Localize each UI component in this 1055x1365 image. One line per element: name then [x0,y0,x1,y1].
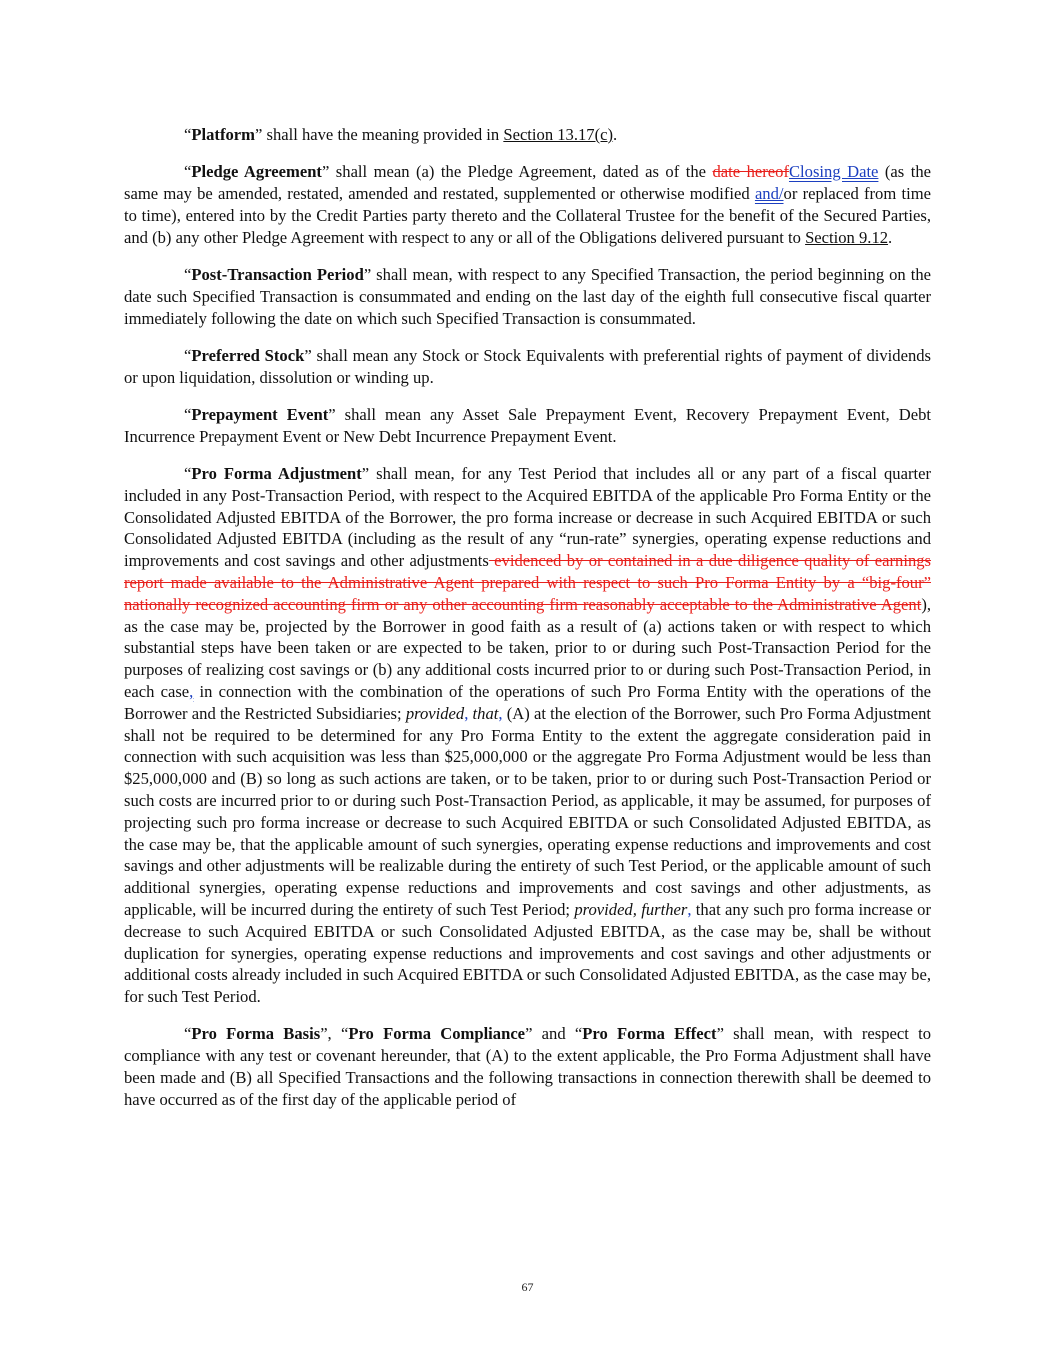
section-reference: Section 9.12 [805,227,889,247]
text-run: ), as the case may be, projected by the Borrower in good faith as a result of (a) actions taken or with respect to which substantial steps have been taken or are expected to be taken, prior to or during such Post-Transaction Period for the purposes of realizing cost savings or (b) any additional costs incurred prior to or during such Post-Transaction Period, in each case [124,594,931,702]
defined-term: Prepayment Event [191,404,329,424]
text-run: “ [184,125,192,144]
inserted-text: , [498,703,503,723]
deleted-text: date hereof [712,162,789,182]
text-run: ” shall mean, with respect to compliance with any test or covenant hereunder, that (A) to the extent applicable, the Pro Forma Adjustment shall have been made and (B) all Specified Transactions and the following transactions in connection therewith shall be deemed to have occurred as of the first day of the applicable period of [124,1024,931,1109]
text-run: that any such pro forma increase or decrease to such Acquired EBITDA or such Consolidated Adjusted EBITDA, as the case may be, shall be without duplication for synergies, operating expense reductions and improvements and cost savings and other adjustments or additional costs already included in such Acquired EBITDA or such Consolidated Adjusted EBITDA, as the case may be, for such Test Period. [124,900,931,1007]
text-run: “ [184,162,192,182]
section-reference: Section 13.17(c) [503,125,614,144]
defined-term: Pledge Agreement [191,162,322,182]
definition-post-transaction-period [124,264,931,329]
definition-pro-forma-adjustment [124,463,931,1008]
definition-prepayment-event [124,404,931,448]
deleted-text: evidenced by or contained in a due diligence quality of earnings report made available to the Administrative Agent prepared with respect to such Pro Forma Entity by a “big-four” nationally recognized accounting firm or any other accounting firm reasonably acceptable to the Administrative Agent [124,551,932,614]
inserted-text: and/ [754,184,784,204]
italic-text: that [472,703,499,723]
text-run: in connection with the combination of the operations of such Pro Forma Entity with the operations of the Borrower and the Restricted Subsidiaries; [124,682,931,723]
text-run: “ [184,345,192,365]
inserted-text: , [687,900,692,919]
definition-preferred-stock [124,345,931,389]
italic-text: provided [405,703,465,723]
defined-term: Pro Forma Adjustment [191,464,362,484]
text-run: ” shall mean any Asset Sale Prepayment Event, Recovery Prepayment Event, Debt Incurrence Prepayment Event or New Debt Incurrence Prepayment Event. [124,404,931,446]
defined-term: Post-Transaction Period [191,264,364,284]
italic-text: provided, further [574,900,688,919]
defined-term: Pro Forma Compliance [348,1024,526,1044]
text-run: ” shall have the meaning provided in [254,125,504,144]
text-run: (as the same may be amended, restated, amended and restated, supplemented or otherwise modified [124,162,931,204]
defined-term: Pro Forma Effect [582,1024,717,1044]
defined-term: Preferred Stock [191,345,305,365]
inserted-text: , [189,682,194,702]
text-run: “ [184,1024,192,1044]
inserted-text: Closing Date [788,162,879,182]
definition-platform [124,124,931,146]
text-run: . [888,227,893,247]
defined-term: Pro Forma Basis [191,1024,321,1044]
text-run: “ [184,264,192,284]
defined-term: Platform [191,125,255,144]
text-run: ” shall mean, with respect to any Specified Transaction, the period beginning on the date such Specified Transaction is consummated and ending on the last day of the eighth full consecutive fiscal quarter immediately following the date on which such Specified Transaction is consummated. [124,264,931,328]
text-run: “ [184,464,192,484]
text-run: ”, “ [320,1024,349,1044]
text-run: ” shall mean, for any Test Period that includes all or any part of a fiscal quarter included in any Post-Transaction Period, with respect to the Acquired EBITDA of the applicable Pro Forma Entity or the Consolidated Adjusted EBITDA of the Borrower, the pro forma increase or decrease in such Acquired EBITDA or such Consolidated Adjusted EBITDA (including as the result of any “run-rate” synergies, operating expense reductions and improvements and cost savings and other adjustments [124,464,931,571]
text-run: “ [184,404,192,424]
text-run: ” shall mean any Stock or Stock Equivalents with preferential rights of payment of dividends or upon liquidation, dissolution or winding up. [124,345,931,387]
definition-pro-forma-basis [124,1023,931,1110]
inserted-text: , [464,703,469,723]
document-page [124,124,931,1126]
text-run: ” shall mean (a) the Pledge Agreement, dated as of the [321,162,713,182]
text-run: . [613,125,618,144]
text-run: or replaced from time to time), entered into by the Credit Parties party thereto and the Collateral Trustee for the benefit of the Secured Parties, and (b) any other Pledge Agreement with respect to any or all of the Obligations delivered pursuant to [124,184,931,247]
page-number: 67 [521,1280,534,1294]
text-run: ” and “ [525,1024,583,1044]
text-run: (A) at the election of the Borrower, such Pro Forma Adjustment shall not be required to be determined for any Pro Forma Entity to the extent the aggregate consideration paid in connection with such acquisition was less than $25,000,000 or the aggregate Pro Forma Adjustment would be less than $25,000,000 and (B) so long as such actions are taken, or to be taken, prior to or during such Post-Transaction Period or such costs are incurred prior to or during such Post-Transaction Period, as applicable, it may be assumed, for purposes of projecting such pro forma increase or decrease to such Acquired EBITDA or such Consolidated Adjusted EBITDA, as the case may be, that the applicable amount of such synergies, operating expense reductions and improvements and cost savings and other adjustments will be realizable during the entirety of such Test Period, or the applicable amount of such additional synergies, operating expense reductions and improvements and cost savings and other adjustments, as applicable, will be incurred during the entirety of such Test Period; [124,703,931,919]
definition-pledge-agreement [124,161,931,248]
